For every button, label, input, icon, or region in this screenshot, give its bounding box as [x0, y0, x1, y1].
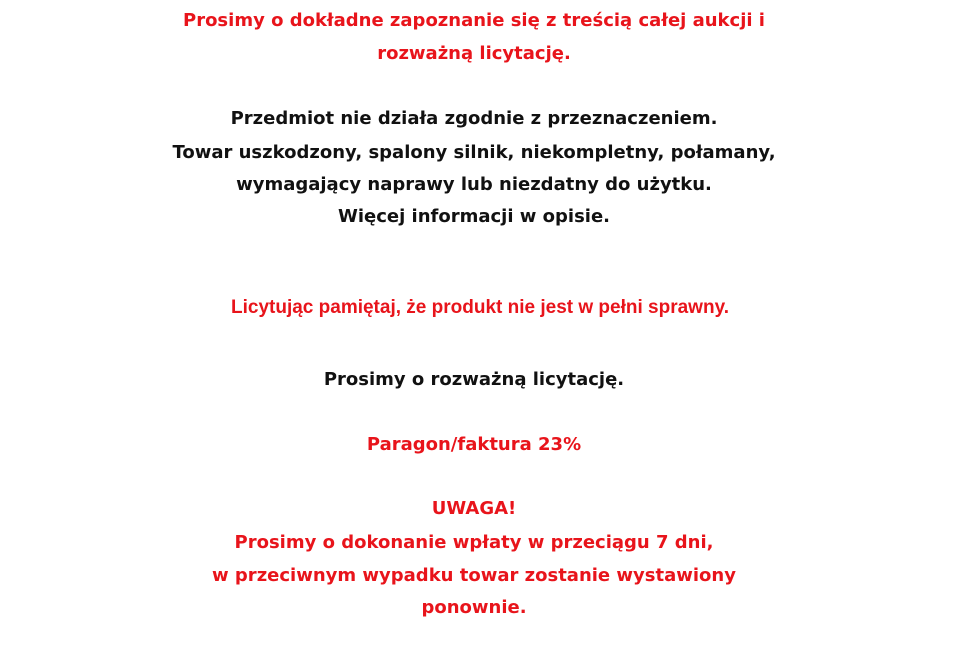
condition-line-1: Przedmiot nie działa zgodnie z przeznaczeniem.: [230, 108, 718, 129]
warning-line-1: Prosimy o dokonanie wpłaty w przeciągu 7 dni,: [234, 532, 714, 553]
careful-bidding-text: Prosimy o rozważną licytację.: [323, 369, 625, 390]
condition-line-4: Więcej informacji w opisie.: [337, 206, 611, 227]
reminder-text: Licytując pamiętaj, że produkt nie jest w pełni sprawny.: [231, 297, 729, 318]
warning-title: UWAGA!: [431, 498, 517, 519]
receipt-text: Paragon/faktura 23%: [366, 434, 582, 455]
condition-line-3: wymagający naprawy lub niezdatny do użytku.: [236, 174, 712, 195]
intro-line-1: Prosimy o dokładne zapoznanie się z treścią całej aukcji i: [183, 10, 765, 31]
warning-line-3: ponownie.: [421, 597, 527, 618]
condition-line-2: Towar uszkodzony, spalony silnik, niekompletny, połamany,: [172, 142, 776, 163]
warning-line-2: w przeciwnym wypadku towar zostanie wystawiony: [212, 565, 736, 586]
intro-line-2: rozważną licytację.: [377, 43, 571, 64]
